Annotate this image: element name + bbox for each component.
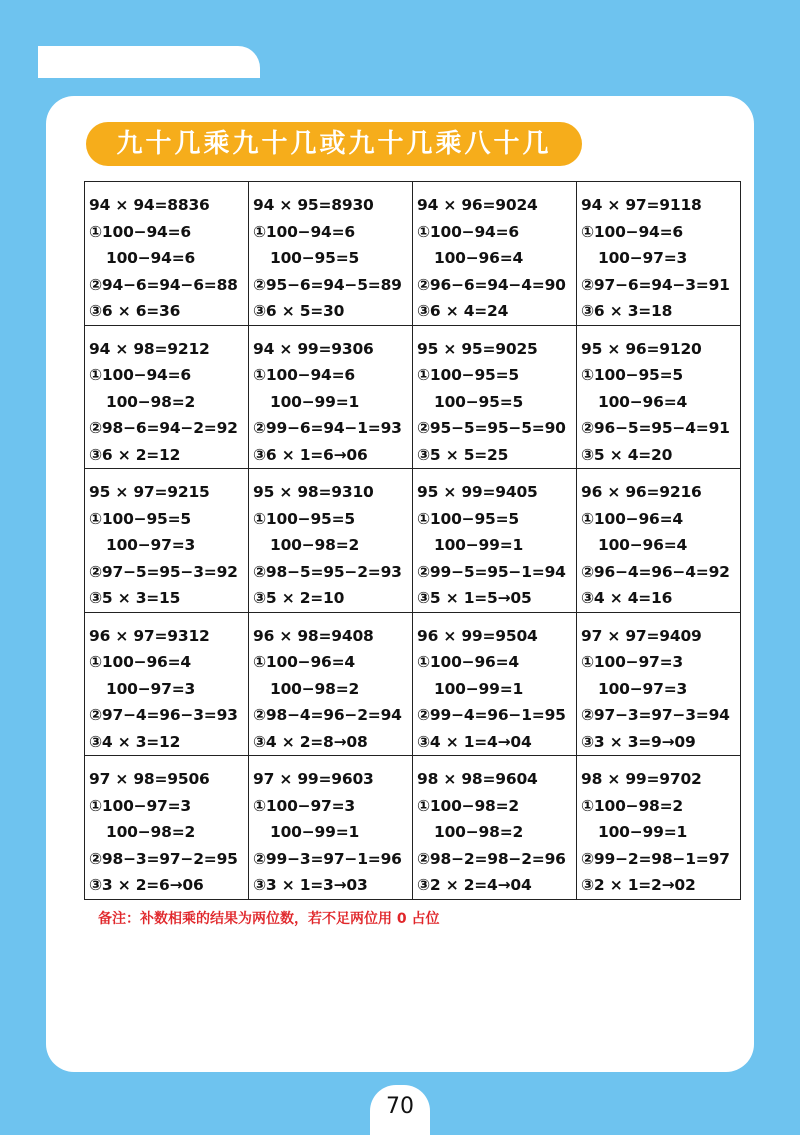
complement-step-1a: ①100−95=5	[581, 366, 684, 384]
tens-step: ②96−6=94−4=90	[417, 275, 566, 294]
complement-step-1a: ①100−94=6	[89, 366, 192, 384]
ones-step: ③4 × 1=4→04	[417, 732, 532, 751]
tens-step: ②99−3=97−1=96	[253, 849, 402, 868]
tens-step: ②98−4=96−2=94	[253, 706, 402, 724]
complement-step-1a: ①100−94=6	[417, 222, 520, 241]
complement-step-1a: ①100−98=2	[581, 796, 684, 815]
page-number: 70	[386, 1094, 414, 1119]
complement-step-1a: ①100−94=6	[89, 222, 192, 241]
ones-step: ③5 × 3=15	[89, 589, 181, 607]
table-row	[85, 756, 741, 900]
complement-step-1a: ①100−97=3	[253, 796, 356, 815]
complement-step-1a: ①100−95=5	[253, 509, 356, 528]
table-cell	[577, 325, 741, 469]
equation-result: 94 × 99=9306	[253, 339, 374, 358]
table-cell	[85, 325, 249, 469]
ones-step: ③4 × 2=8→08	[253, 732, 368, 751]
ones-step: ③6 × 2=12	[89, 445, 181, 464]
tens-step: ②98−5=95−2=93	[253, 562, 402, 581]
complement-step-1a: ①100−94=6	[253, 366, 356, 384]
equation-result: 96 × 96=9216	[581, 483, 702, 501]
table-cell	[249, 469, 413, 613]
ones-step: ③6 × 1=6→06	[253, 445, 368, 464]
header-tab-decoration	[38, 46, 260, 78]
complement-step-1b: 100−96=4	[598, 392, 688, 411]
equation-result: 98 × 98=9604	[417, 770, 538, 788]
table-cell	[85, 756, 249, 900]
equation-result: 94 × 96=9024	[417, 196, 538, 214]
complement-step-1b: 100−98=2	[434, 823, 524, 841]
complement-step-1a: ①100−97=3	[581, 653, 684, 671]
tens-step: ②94−6=94−6=88	[89, 275, 238, 294]
complement-step-1a: ①100−95=5	[417, 509, 520, 528]
complement-step-1a: ①100−95=5	[89, 509, 192, 528]
complement-step-1a: ①100−96=4	[89, 653, 192, 671]
complement-step-1a: ①100−95=5	[417, 366, 520, 384]
complement-step-1a: ①100−98=2	[417, 796, 520, 815]
complement-step-1a: ①100−96=4	[253, 653, 356, 671]
complement-step-1b: 100−99=1	[598, 823, 688, 841]
equation-result: 97 × 97=9409	[581, 626, 702, 645]
complement-step-1b: 100−98=2	[106, 823, 196, 841]
equation-result: 95 × 96=9120	[581, 339, 702, 358]
equation-result: 96 × 99=9504	[417, 626, 538, 645]
ones-step: ③3 × 2=6→06	[89, 876, 204, 894]
page-title: 九十几乘九十几或九十几乘八十几	[116, 129, 552, 159]
equation-result: 95 × 97=9215	[89, 483, 210, 501]
table-cell	[577, 469, 741, 613]
complement-step-1a: ①100−94=6	[253, 222, 356, 241]
complement-step-1b: 100−98=2	[270, 679, 360, 698]
equation-result: 95 × 99=9405	[417, 483, 538, 501]
ones-step: ③5 × 1=5→05	[417, 589, 532, 607]
equation-result: 95 × 98=9310	[253, 483, 374, 501]
complement-step-1b: 100−97=3	[598, 249, 688, 267]
table-cell	[413, 182, 577, 326]
ones-step: ③2 × 1=2→02	[581, 876, 696, 894]
table-row	[85, 182, 741, 326]
tens-step: ②98−3=97−2=95	[89, 849, 238, 868]
ones-step: ③5 × 4=20	[581, 445, 673, 464]
ones-step: ③3 × 3=9→09	[581, 732, 696, 751]
complement-step-1b: 100−95=5	[434, 392, 524, 411]
ones-step: ③2 × 2=4→04	[417, 876, 532, 894]
complement-step-1b: 100−98=2	[106, 392, 196, 411]
table-row	[85, 469, 741, 613]
equation-result: 97 × 99=9603	[253, 770, 374, 788]
table-row	[85, 325, 741, 469]
table-row	[85, 612, 741, 756]
tens-step: ②98−2=98−2=96	[417, 849, 566, 868]
table-cell	[85, 469, 249, 613]
complement-step-1b: 100−99=1	[434, 679, 524, 698]
complement-step-1a: ①100−96=4	[417, 653, 520, 671]
table-cell	[413, 469, 577, 613]
complement-step-1b: 100−97=3	[106, 679, 196, 698]
complement-step-1a: ①100−97=3	[89, 796, 192, 815]
equation-result: 95 × 95=9025	[417, 339, 538, 358]
complement-step-1a: ①100−96=4	[581, 509, 684, 528]
ones-step: ③6 × 4=24	[417, 302, 509, 320]
tens-step: ②97−3=97−3=94	[581, 706, 730, 724]
equation-result: 96 × 98=9408	[253, 626, 374, 645]
ones-step: ③4 × 4=16	[581, 589, 673, 607]
complement-step-1b: 100−99=1	[270, 823, 360, 841]
tens-step: ②97−5=95−3=92	[89, 562, 238, 581]
ones-step: ③3 × 1=3→03	[253, 876, 368, 894]
tens-step: ②99−2=98−1=97	[581, 849, 730, 868]
ones-step: ③5 × 5=25	[417, 445, 509, 464]
complement-step-1b: 100−96=4	[434, 249, 524, 267]
table-cell	[577, 182, 741, 326]
table-cell	[413, 756, 577, 900]
tens-step: ②96−5=95−4=91	[581, 419, 730, 437]
tens-step: ②97−4=96−3=93	[89, 706, 238, 724]
equation-result: 96 × 97=9312	[89, 626, 210, 645]
ones-step: ③5 × 2=10	[253, 589, 345, 607]
equation-result: 94 × 98=9212	[89, 339, 210, 358]
table-cell	[85, 612, 249, 756]
table-cell	[577, 756, 741, 900]
footnote: 备注：补数相乘的结果为两位数，若不足两位用 0 占位	[98, 911, 440, 927]
equation-result: 98 × 99=9702	[581, 770, 702, 788]
tens-step: ②98−6=94−2=92	[89, 419, 238, 437]
complement-step-1b: 100−99=1	[270, 392, 360, 411]
tens-step: ②99−6=94−1=93	[253, 419, 402, 437]
equation-result: 97 × 98=9506	[89, 770, 210, 788]
equation-result: 94 × 97=9118	[581, 196, 702, 214]
table-cell	[85, 182, 249, 326]
table-cell	[577, 612, 741, 756]
tens-step: ②95−6=94−5=89	[253, 275, 402, 294]
tens-step: ②99−4=96−1=95	[417, 706, 566, 724]
ones-step: ③6 × 3=18	[581, 302, 673, 320]
equation-result: 94 × 95=8930	[253, 196, 374, 214]
tens-step: ②99−5=95−1=94	[417, 562, 566, 581]
table-cell	[249, 182, 413, 326]
complement-step-1b: 100−99=1	[434, 536, 524, 554]
tens-step: ②97−6=94−3=91	[581, 275, 730, 294]
ones-step: ③6 × 5=30	[253, 302, 345, 320]
complement-step-1a: ①100−94=6	[581, 222, 684, 241]
table-cell	[249, 756, 413, 900]
ones-step: ③4 × 3=12	[89, 732, 181, 751]
table-cell	[249, 325, 413, 469]
ones-step: ③6 × 6=36	[89, 302, 181, 320]
complement-step-1b: 100−95=5	[270, 249, 360, 267]
complement-step-1b: 100−94=6	[106, 249, 196, 267]
complement-step-1b: 100−97=3	[106, 536, 196, 554]
table-cell	[413, 612, 577, 756]
complement-step-1b: 100−96=4	[598, 536, 688, 554]
table-cell	[249, 612, 413, 756]
complement-step-1b: 100−97=3	[598, 679, 688, 698]
multiplication-table	[84, 181, 741, 900]
tens-step: ②95−5=95−5=90	[417, 419, 566, 437]
tens-step: ②96−4=96−4=92	[581, 562, 730, 581]
complement-step-1b: 100−98=2	[270, 536, 360, 554]
table-cell	[413, 325, 577, 469]
equation-result: 94 × 94=8836	[89, 196, 210, 214]
